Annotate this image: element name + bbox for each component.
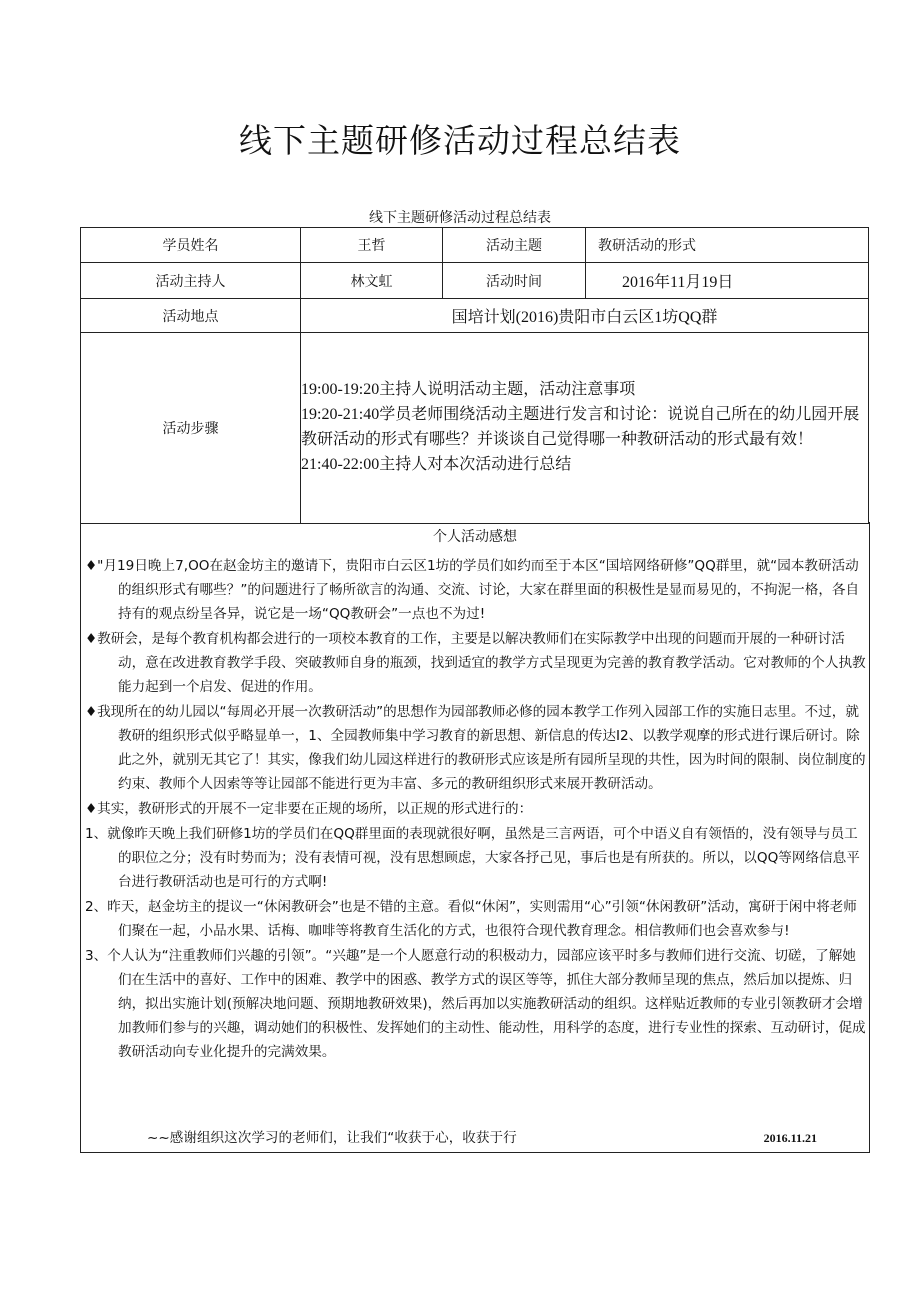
place-label: 活动地点 — [81, 299, 301, 333]
time-value: 2016年11月19日 — [586, 263, 869, 299]
theme-label: 活动主题 — [443, 228, 586, 263]
step-line: 19:20-21:40学员老师围绕活动主题进行发言和讨论：说说自己所在的幼儿园开展 — [301, 406, 860, 423]
reflection-paragraph: 1、就像昨天晚上我们研修1坊的学员们在QQ群里面的表现就很好啊，虽然是三言两语，可个中语义自有领悟的，没有领导与员工的职位之分；没有时势而为；没有表情可视，没有思想顾虑，大家各抒己见，事后也是有所获的。所以，以QQ等网络信息平台进行教研活动也是可行的方式啊! — [85, 826, 860, 890]
steps-label: 活动步骤 — [81, 333, 301, 524]
student-label: 学员姓名 — [81, 228, 301, 263]
reflection-paragraph: 3、个人认为“注重教师们兴趣的引领”。“兴趣”是一个人愿意行动的积极动力，园部应该平时多与教师们进行交流、切磋，了解她们在生活中的喜好、工作中的困难、教学中的困惑、教学方式的误区等等，抓住大部分教师呈现的焦点，然后加以提炼、归纳，拟出实施计划(预解决地问题、预期地教研效果)，然后再加以实施教研活动的组织。这样贴近教师的专业引领教研才会增加教师们参与的兴趣，调动她们的积极性、发挥她们的主动性、能动性，用科学的态度，进行专业性的探索、互动研讨，促成教研活动向专业化提升的完满效果。 — [85, 948, 866, 1060]
step-line: 21:40-22:00主持人对本次活动进行总结 — [301, 456, 572, 473]
reflection-paragraph: 2、昨天，赵金坊主的提议一“休闲教研会”也是不错的主意。看似“休闲”，实则需用“心”引领“休闲教研”活动，寓研于闲中将老师们聚在一起，小品水果、话梅、咖啡等将教育生活化的方式，也很符合现代教育理念。相信教师们也会喜欢参与! — [85, 899, 857, 939]
reflection-heading: 个人活动感想 — [433, 529, 517, 545]
table-caption: 线下主题研修活动过程总结表 — [369, 210, 551, 226]
step-line: 教研活动的形式有哪些？并谈谈自己觉得哪一种教研活动的形式最有效！ — [301, 431, 814, 448]
host-label: 活动主持人 — [81, 263, 301, 299]
reflection-paragraph: ♦其实，教研形式的开展不一定非要在正规的场所，以正规的形式进行的： — [85, 801, 533, 817]
time-label: 活动时间 — [443, 263, 586, 299]
reflection-section — [80, 522, 870, 1153]
info-table — [80, 227, 869, 524]
document-title: 线下主题研修活动过程总结表 — [239, 121, 681, 160]
reflection-paragraph: ♦我现所在的幼儿园以“每周必开展一次教研活动”的思想作为园部教师必修的园本教学工作列入园部工作的实施日志里。不过，就教研的组织形式似乎略显单一，1、全园教师集中学习教育的新思想、新信息的传达I2、以教学观摩的形式进行课后研讨。除此之外，就别无其它了！其实，像我们幼儿园这样进行的教研形式应该是所有园所呈现的共性，因为时间的限制、岗位制度的约束、教师个人因索等等让园部不能进行更为丰富、多元的教研组织形式来展开教研活动。 — [85, 704, 866, 792]
host-value: 林文虹 — [301, 263, 443, 299]
place-value: 国培计划(2016)贵阳市白云区1坊QQ群 — [301, 299, 869, 333]
reflection-paragraph: ♦教研会，是每个教育机构都会进行的一项校本教育的工作，主要是以解决教师们在实际教学中出现的问题而开展的一种研讨活动，意在改进教育教学手段、突破教师自身的瓶颈，找到适宜的教学方式呈现更为完善的教育教学活动。它对教师的个人执教能力起到一个启发、促进的作用。 — [85, 631, 866, 695]
student-value: 王哲 — [301, 228, 443, 263]
theme-value: 教研活动的形式 — [586, 228, 869, 263]
reflection-paragraph: ♦"月19日晚上7,OO在赵金坊主的邀请下，贵阳市白云区1坊的学员们如约而至于本区“国培网络研修”QQ群里，就“园本教研活动的组织形式有哪些？”的问题进行了畅所欲言的沟通、交流、讨论，大家在群里面的积极性是显而易见的，不拘泥一格，各自持有的观点纷呈各异，说它是一场“QQ教研会”一点也不为过! — [85, 558, 860, 622]
step-line: 19:00-19:20主持人说明活动主题，活动注意事项 — [301, 381, 636, 398]
signature-date: 2016.11.21 — [763, 1131, 817, 1145]
steps-value — [301, 333, 869, 524]
closing-line: ~~感谢组织这次学习的老师们，让我们“收获于心，收获于行 — [147, 1130, 517, 1146]
